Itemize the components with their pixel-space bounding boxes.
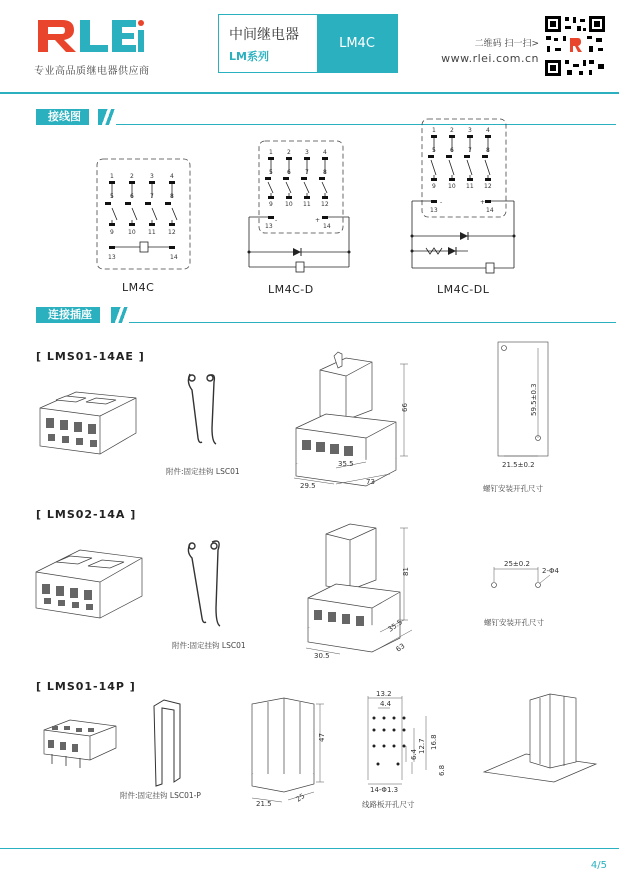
pin-label: 1 xyxy=(269,149,273,156)
pin-label: 4 xyxy=(323,149,327,156)
hook-2-drawing xyxy=(182,532,236,632)
header-divider xyxy=(0,92,619,94)
pin-label: 13 xyxy=(108,254,116,261)
pin-label: 5 xyxy=(432,147,436,154)
socket-1-assembly-drawing xyxy=(286,350,416,500)
hook-3-drawing xyxy=(148,698,188,788)
pin-label: 1 xyxy=(432,127,436,134)
polarity-plus: + xyxy=(480,199,486,206)
dim-height: 66 xyxy=(401,403,409,412)
pin-label: 13 xyxy=(265,223,273,230)
pin-label: 8 xyxy=(323,169,327,176)
mount-dim-width: 21.5±0.2 xyxy=(502,461,535,469)
dim-depth-1: 21.5 xyxy=(256,800,272,806)
pin-label: 7 xyxy=(305,169,309,176)
pin-label: 3 xyxy=(468,127,472,134)
product-title: 中间继电器 xyxy=(229,27,299,43)
wiring-caption-lm4c-d: LM4C-D xyxy=(268,283,314,296)
socket-model-1: [ LMS01-14AE ] xyxy=(36,350,145,363)
socket-2-mount-label: 螺钉安装开孔尺寸 xyxy=(484,618,544,627)
pcb-dim-g: 14-Φ1.3 xyxy=(370,786,399,794)
pin-label: 11 xyxy=(148,229,156,236)
wiring-caption-lm4c-dl: LM4C-DL xyxy=(437,283,490,296)
socket-2-mount-drawing xyxy=(484,555,564,600)
pcb-dim-d: 12.7 xyxy=(418,738,426,754)
product-model: LM4C xyxy=(317,15,397,72)
pin-label: 8 xyxy=(486,147,490,154)
pin-label: 10 xyxy=(128,229,136,236)
dim-depth-1: 29.5 xyxy=(300,482,316,490)
pcb-dim-b: 4.4 xyxy=(380,700,392,708)
wiring-diagram-lm4c-d xyxy=(245,140,355,280)
polarity-plus: + xyxy=(315,217,321,224)
socket-2-accessory: 附件:固定挂钩 LSC01 xyxy=(172,641,246,650)
pin-label: 12 xyxy=(168,229,176,236)
pin-label: 11 xyxy=(466,183,474,190)
pin-label: 5 xyxy=(269,169,273,176)
pin-label: 2 xyxy=(450,127,454,134)
page-number: 4/5 xyxy=(590,860,607,871)
pin-label: 2 xyxy=(287,149,291,156)
pin-label: 3 xyxy=(305,149,309,156)
pin-label: 6 xyxy=(287,169,291,176)
pin-label: 4 xyxy=(170,173,174,180)
pin-label: 9 xyxy=(110,229,114,236)
pin-label: 2 xyxy=(130,173,134,180)
pin-label: 14 xyxy=(486,207,494,214)
dim-depth-2: 35.5 xyxy=(338,460,354,468)
socket-3-pcb-drawing xyxy=(354,688,464,796)
pin-label: 4 xyxy=(486,127,490,134)
pin-label: 8 xyxy=(170,193,174,200)
dim-depth-1: 30.5 xyxy=(314,652,330,660)
section-socket-title: 连接插座 xyxy=(36,307,100,323)
pcb-dim-f: 6.8 xyxy=(438,764,446,776)
section-wiring-title: 接线图 xyxy=(36,109,89,125)
qr-label: 二维码 扫一扫> xyxy=(474,39,539,49)
hook-1-drawing xyxy=(182,368,232,448)
dim-depth-3: 73 xyxy=(366,478,375,486)
pin-label: 7 xyxy=(468,147,472,154)
pcb-dim-a: 13.2 xyxy=(376,690,392,698)
pin-label: 13 xyxy=(430,207,438,214)
pin-label: 14 xyxy=(170,254,178,261)
section-wiring-header xyxy=(36,109,616,125)
pin-label: 11 xyxy=(303,201,311,208)
pin-label: 6 xyxy=(450,147,454,154)
footer-divider xyxy=(0,848,619,849)
pcb-dim-c: 16.8 xyxy=(430,734,438,750)
pin-label: 10 xyxy=(285,201,293,208)
socket-1-accessory: 附件:固定挂钩 LSC01 xyxy=(166,467,240,476)
dim-depth-3: 35.5 xyxy=(386,618,404,634)
socket-3-assembly-drawing xyxy=(244,694,334,806)
socket-2-iso-drawing xyxy=(30,532,150,632)
socket-2-assembly-drawing xyxy=(300,520,420,660)
pin-label: 1 xyxy=(110,173,114,180)
mount-dim-width: 25±0.2 xyxy=(504,560,530,568)
product-box xyxy=(218,14,398,73)
mount-dim-vertical: 59.5±0.3 xyxy=(530,383,538,416)
mount-dim-hole: 2-Φ4 xyxy=(542,567,559,575)
website-link[interactable]: www.rlei.com.cn xyxy=(441,52,539,65)
wiring-diagram-lm4c xyxy=(96,158,191,270)
socket-1-iso-drawing xyxy=(36,378,146,468)
dim-depth-2: 25 xyxy=(294,791,307,804)
socket-3-iso-drawing xyxy=(40,712,120,772)
wiring-caption-lm4c: LM4C xyxy=(122,281,155,294)
dim-depth-2: 63 xyxy=(394,641,407,654)
socket-model-3: [ LMS01-14P ] xyxy=(36,680,136,693)
pin-label: 10 xyxy=(448,183,456,190)
dim-height: 81 xyxy=(402,567,410,576)
qr-code xyxy=(543,14,607,78)
pin-label: 7 xyxy=(150,193,154,200)
polarity-minus: - xyxy=(275,217,278,224)
pin-label: 3 xyxy=(150,173,154,180)
pin-label: 6 xyxy=(130,193,134,200)
socket-3-pcb-label: 线路板开孔尺寸 xyxy=(362,800,415,809)
socket-model-2: [ LMS02-14A ] xyxy=(36,508,137,521)
socket-3-pcb-mount-drawing xyxy=(480,690,600,785)
pin-label: 5 xyxy=(110,193,114,200)
section-socket-header xyxy=(36,307,616,323)
pin-label: 12 xyxy=(484,183,492,190)
pin-label: 9 xyxy=(269,201,273,208)
wiring-diagram-lm4c-dl xyxy=(408,118,520,280)
dim-height: 47 xyxy=(318,733,326,742)
pin-label: 9 xyxy=(432,183,436,190)
pcb-dim-e: 6.4 xyxy=(410,748,418,760)
pin-label: 14 xyxy=(323,223,331,230)
socket-3-accessory: 附件:固定挂钩 LSC01-P xyxy=(120,791,201,800)
pin-label: 12 xyxy=(321,201,329,208)
company-tagline: 专业高品质继电器供应商 xyxy=(34,66,150,77)
socket-1-mount-drawing xyxy=(492,340,556,475)
product-series: LM系列 xyxy=(229,50,269,63)
polarity-minus: - xyxy=(440,199,443,206)
company-logo xyxy=(36,16,146,60)
socket-1-mount-label: 螺钉安装开孔尺寸 xyxy=(483,484,543,493)
